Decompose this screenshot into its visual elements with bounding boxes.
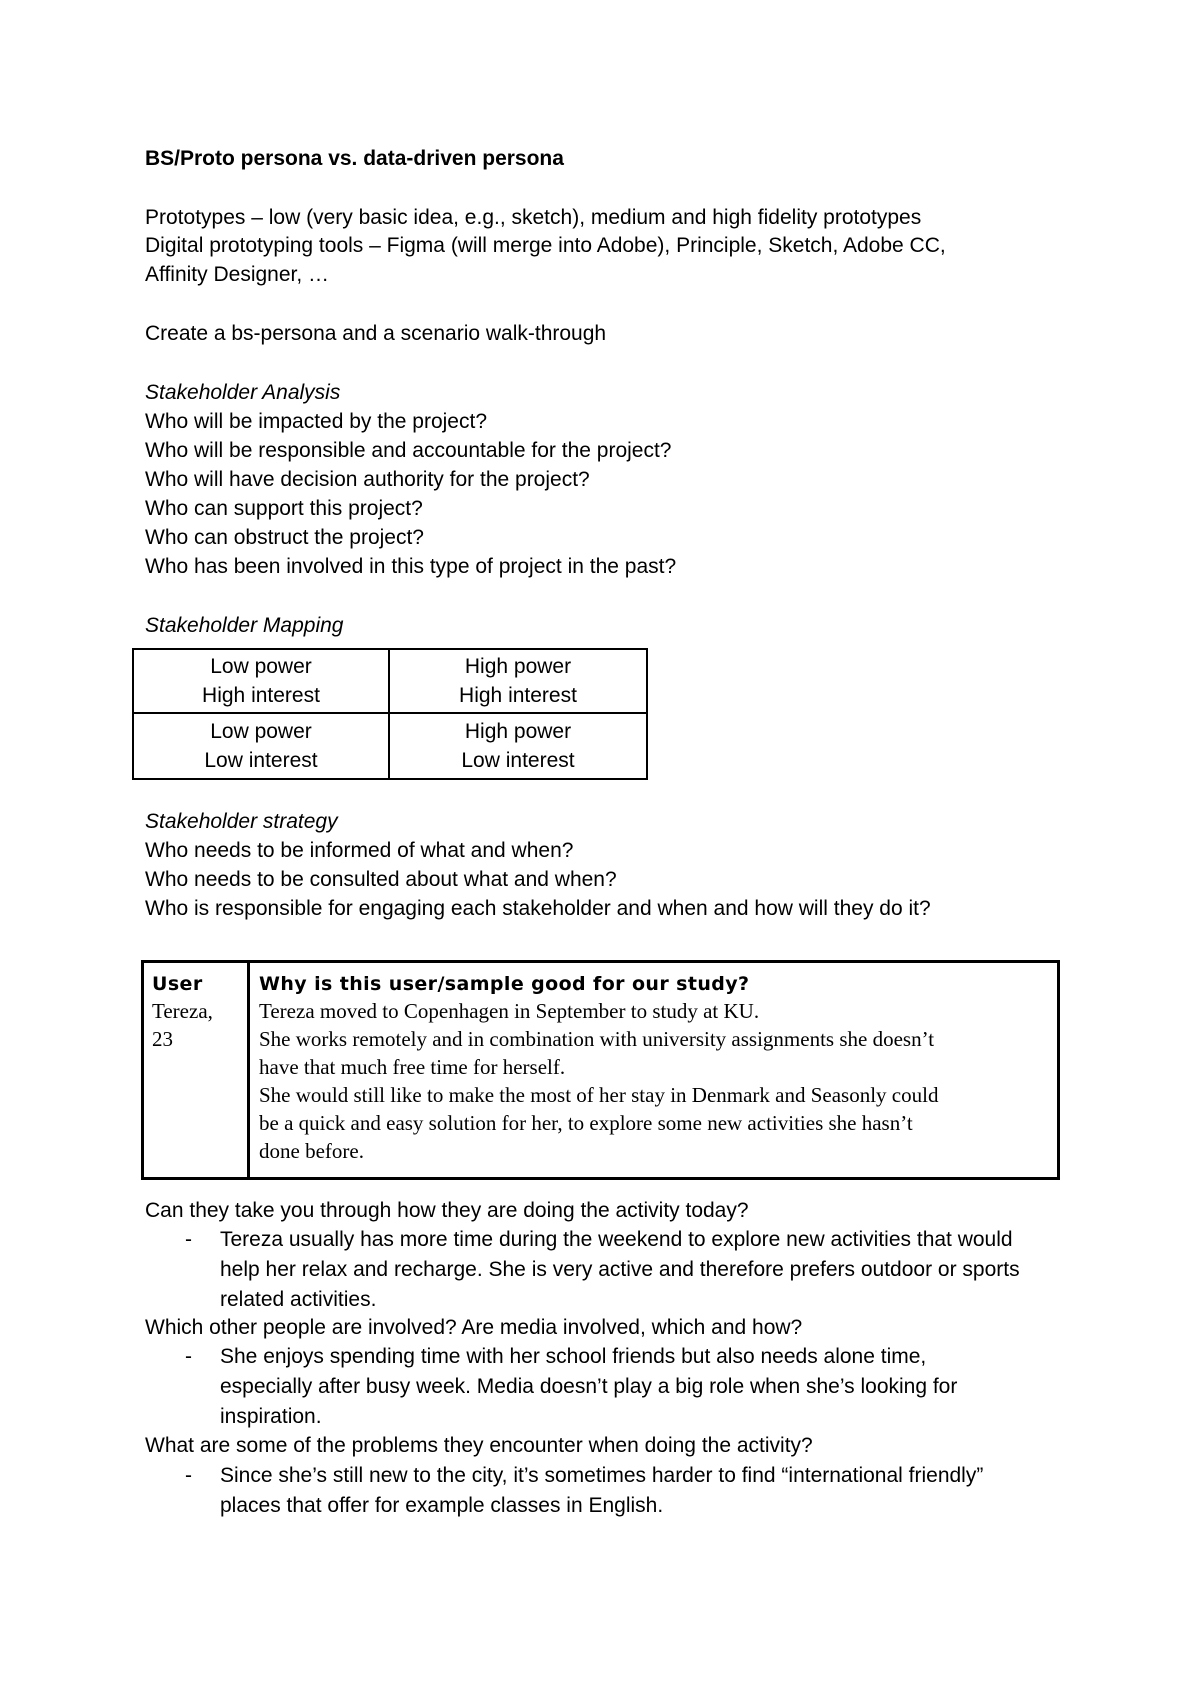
reason-line: be a quick and easy solution for her, to explore some new activities she hasn’t bbox=[259, 1111, 913, 1135]
reason-line: have that much free time for herself. bbox=[259, 1055, 566, 1079]
reason-line: She works remotely and in combination with university assignments she doesn’t bbox=[259, 1027, 935, 1051]
user-sample-table bbox=[141, 960, 1060, 1180]
strategy-question: Who needs to be informed of what and when? bbox=[145, 839, 574, 862]
tools-line-1: Digital prototyping tools – Figma (will merge into Adobe), Principle, Sketch, Adobe CC, bbox=[145, 234, 946, 257]
reason-column bbox=[250, 963, 1057, 1177]
bullet-dash: - bbox=[185, 1345, 192, 1368]
mapping-cell bbox=[134, 714, 390, 778]
document-heading: BS/Proto persona vs. data-driven persona bbox=[145, 147, 564, 170]
create-persona-line: Create a bs-persona and a scenario walk-through bbox=[145, 322, 607, 345]
qa-answer-line: places that offer for example classes in English. bbox=[220, 1494, 664, 1517]
bullet-dash: - bbox=[185, 1464, 192, 1487]
qa-answer-text bbox=[220, 1342, 1100, 1432]
mapping-power: Low power bbox=[210, 655, 312, 678]
strategy-question: Who is responsible for engaging each stakeholder and when and how will they do it? bbox=[145, 897, 931, 920]
mapping-cell bbox=[390, 714, 646, 778]
mapping-interest: High interest bbox=[459, 684, 577, 707]
user-name-age: Tereza, bbox=[152, 999, 213, 1023]
user-age: 23 bbox=[152, 1027, 173, 1051]
qa-answer-line: Since she’s still new to the city, it’s sometimes harder to find “international friendly” bbox=[220, 1464, 984, 1487]
stakeholder-strategy-title: Stakeholder strategy bbox=[145, 810, 338, 833]
analysis-question: Who has been involved in this type of project in the past? bbox=[145, 555, 677, 578]
analysis-question: Who can obstruct the project? bbox=[145, 526, 424, 549]
prototypes-line: Prototypes – low (very basic idea, e.g., sketch), medium and high fidelity prototypes bbox=[145, 206, 922, 229]
stakeholder-mapping-title: Stakeholder Mapping bbox=[145, 614, 344, 637]
bullet-dash: - bbox=[185, 1228, 192, 1251]
qa-answer-text bbox=[220, 1461, 1100, 1521]
analysis-question: Who will have decision authority for the project? bbox=[145, 468, 590, 491]
qa-answer-line: She enjoys spending time with her school friends but also needs alone time, bbox=[220, 1345, 927, 1368]
mapping-cell bbox=[390, 650, 646, 714]
mapping-interest: High interest bbox=[202, 684, 320, 707]
stakeholder-mapping-table bbox=[132, 648, 648, 780]
analysis-question: Who will be impacted by the project? bbox=[145, 410, 487, 433]
qa-answer-line: help her relax and recharge. She is very active and therefore prefers outdoor or sports bbox=[220, 1258, 1020, 1281]
stakeholder-analysis-title: Stakeholder Analysis bbox=[145, 381, 341, 404]
analysis-question: Who can support this project? bbox=[145, 497, 423, 520]
user-column-header: User bbox=[152, 973, 203, 995]
qa-answer-line: inspiration. bbox=[220, 1405, 322, 1428]
qa-answer-line: Tereza usually has more time during the weekend to explore new activities that would bbox=[220, 1228, 1013, 1251]
strategy-question: Who needs to be consulted about what and when? bbox=[145, 868, 617, 891]
reason-line: Tereza moved to Copenhagen in September to study at KU. bbox=[259, 999, 760, 1023]
reason-line: done before. bbox=[259, 1139, 364, 1163]
tools-line-2: Affinity Designer, … bbox=[145, 263, 330, 286]
mapping-cell bbox=[134, 650, 390, 714]
qa-answer-line: especially after busy week. Media doesn’t play a big role when she’s looking for bbox=[220, 1375, 958, 1398]
mapping-power: High power bbox=[464, 655, 572, 678]
mapping-interest: Low interest bbox=[461, 749, 575, 772]
mapping-interest: Low interest bbox=[204, 749, 318, 772]
qa-answer-text bbox=[220, 1225, 1100, 1315]
mapping-power: High power bbox=[464, 720, 572, 743]
analysis-question: Who will be responsible and accountable for the project? bbox=[145, 439, 672, 462]
qa-answer-line: related activities. bbox=[220, 1288, 377, 1311]
reason-column-header: Why is this user/sample good for our study? bbox=[259, 973, 750, 995]
user-column bbox=[144, 963, 250, 1177]
mapping-power: Low power bbox=[210, 720, 312, 743]
qa-question: Which other people are involved? Are media involved, which and how? bbox=[145, 1316, 803, 1339]
reason-line: She would still like to make the most of her stay in Denmark and Seasonly could bbox=[259, 1083, 939, 1107]
qa-question: Can they take you through how they are doing the activity today? bbox=[145, 1199, 749, 1222]
qa-question: What are some of the problems they encounter when doing the activity? bbox=[145, 1434, 813, 1457]
